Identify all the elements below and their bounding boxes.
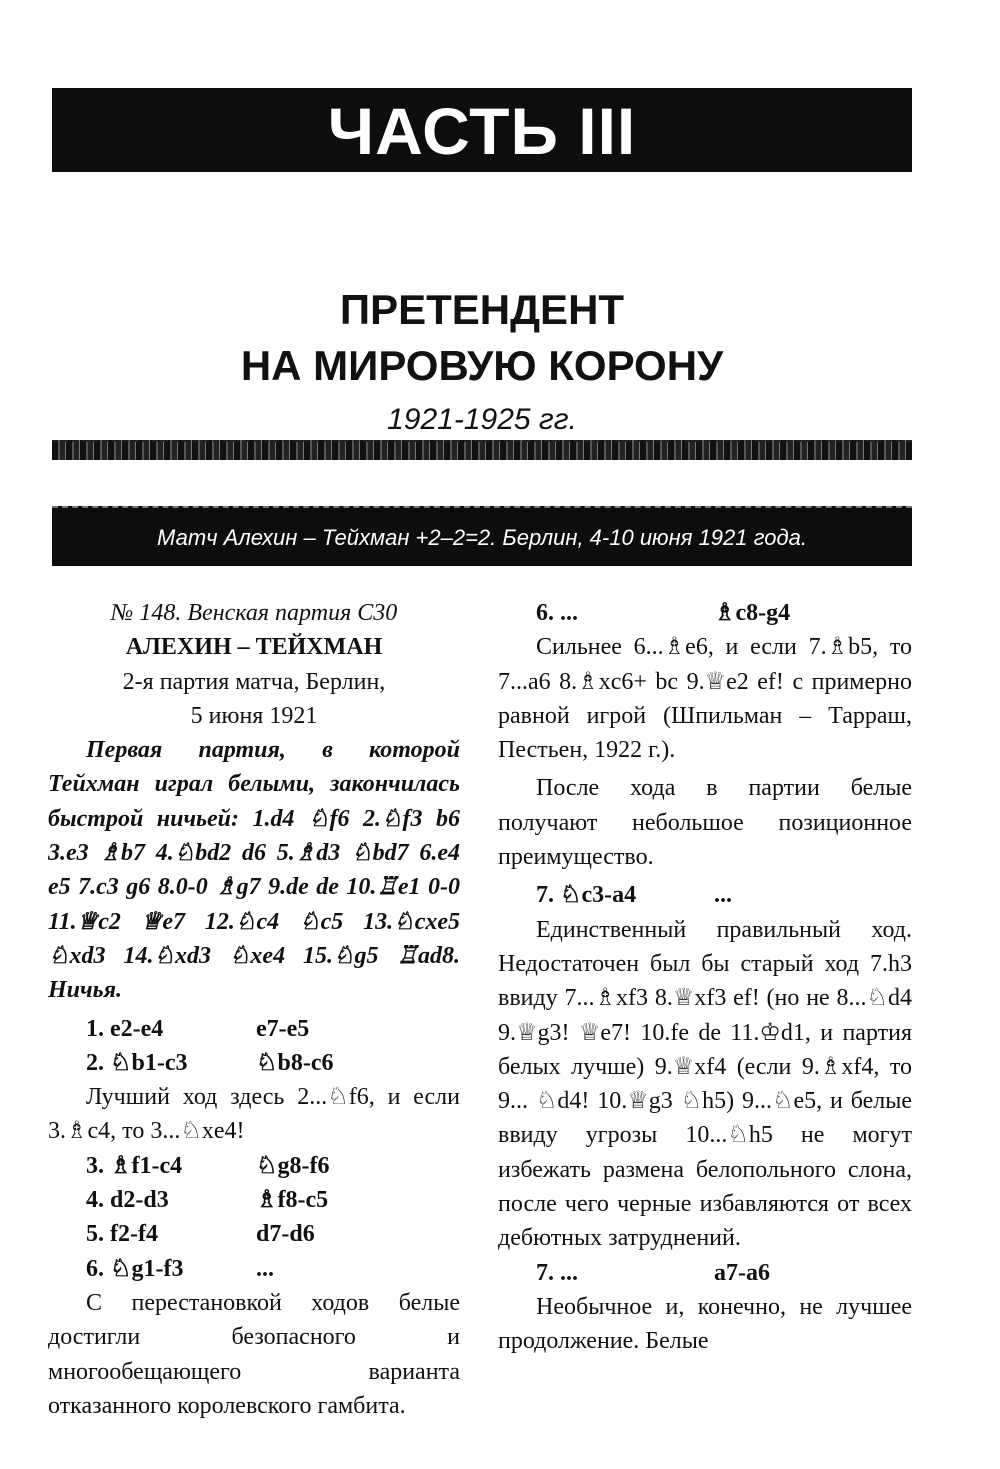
game-intro: Первая партия, в которой Тейхман играл белыми, закончилась быстрой ничьей: 1.d4 ♘f6 2.♘f3 b6 3.e3 ♗b7 4.♘bd2 d6 5.♗d3 ♘bd7 6.e4 e5 7.c3 g6 8.0-0 ♗g7 9.de de 10.♖e1 0-0 11.♕c2 ♕e7 12.♘c4 ♘c5 13.♘cxe5 ♘xd3 14.♘xd3 ♘xe4 15.♘g5 ♖ad8. Ничья. — [48, 737, 460, 1004]
white-move: 5. f2-f4 — [86, 1221, 158, 1248]
game-number-opening: № 148. Венская партия С30 — [110, 600, 398, 626]
move-row — [48, 1217, 460, 1251]
black-move: ♘g8-f6 — [256, 1152, 330, 1179]
chapter-title-line2: НА МИРОВУЮ КОРОНУ — [240, 342, 724, 389]
move-row — [48, 1149, 460, 1183]
white-move: 4. d2-d3 — [86, 1187, 169, 1214]
move-row — [48, 1252, 460, 1286]
game-info-line1: 2-я партия матча, Берлин, — [122, 668, 386, 695]
move-row — [498, 1256, 912, 1290]
game-info-line2: 5 июня 1921 — [190, 702, 318, 729]
white-move: 7. ... — [536, 1259, 578, 1286]
comment-paragraph: Сильнее 6...♗e6, и если 7.♗b5, то 7...a6 8.♗xc6+ bc 9.♕e2 ef! с примерно равной игрой (Шпильман – Тарраш, Пестьен, 1922 г.). — [498, 634, 912, 764]
white-move: 6. ♘g1-f3 — [86, 1255, 184, 1282]
comment-paragraph: Лучший ход здесь 2...♘f6, и если 3.♗c4, то 3...♘xe4! — [48, 1084, 460, 1145]
move-row — [498, 596, 912, 630]
black-move: e7-e5 — [256, 1015, 310, 1042]
black-move: d7-d6 — [256, 1221, 315, 1248]
black-move: ♘b8-c6 — [256, 1049, 334, 1076]
left-column — [48, 596, 460, 1423]
black-move: ♗f8-c5 — [256, 1187, 329, 1214]
black-move: ♗c8-g4 — [714, 600, 791, 626]
move-row — [48, 1012, 460, 1046]
right-column — [498, 596, 912, 1359]
move-row — [498, 878, 912, 912]
move-row — [48, 1183, 460, 1217]
decorative-rule — [52, 440, 912, 460]
black-move: a7-a6 — [714, 1259, 770, 1286]
match-header: Матч Алехин – Тейхман +2–2=2. Берлин, 4-10 июня 1921 года. — [52, 506, 912, 566]
comment-paragraph: С перестановкой ходов белые достигли безопасного и многообещающего варианта отказанного королевского гамбита. — [48, 1289, 460, 1419]
part-title: ЧАСТЬ III — [52, 88, 912, 172]
chapter-title-line1: ПРЕТЕНДЕНТ — [339, 286, 625, 333]
white-move: 1. e2-e4 — [86, 1015, 164, 1042]
game-players: АЛЕХИН – ТЕЙХМАН — [125, 634, 383, 661]
white-move: 3. ♗f1-c4 — [86, 1152, 183, 1179]
move-row — [48, 1046, 460, 1080]
comment-paragraph: После хода в партии белые получают небольшое позиционное преимущество. — [498, 775, 912, 871]
white-move: 2. ♘b1-c3 — [86, 1049, 188, 1076]
white-move: 7. ♘c3-a4 — [536, 882, 637, 909]
chapter-title — [52, 282, 912, 394]
white-move: 6. ... — [536, 600, 578, 626]
comment-paragraph: Необычное и, конечно, не лучшее продолжение. Белые — [498, 1293, 912, 1355]
chapter-years: 1921-1925 гг. — [387, 403, 577, 436]
comment-paragraph: Единственный правильный ход. Недостаточен был бы старый ход 7.h3 ввиду 7...♗xf3 8.♕xf3 ef! (но не 8...♘d4 9.♕g3! ♕e7! 10.fe de 11.♔d1, и партия белых лучше) 9.♕xf4 (если 9.♗xf4, то 9... ♘d4! 10.♕g3 ♘h5) 9...♘e5, и белые ввиду угрозы 10...♘h5 не могут избежать размена белопольного слона, после чего черные избавляются от всех дебютных затруднений. — [498, 916, 912, 1252]
black-move: ... — [714, 882, 732, 909]
black-move: ... — [256, 1255, 274, 1282]
